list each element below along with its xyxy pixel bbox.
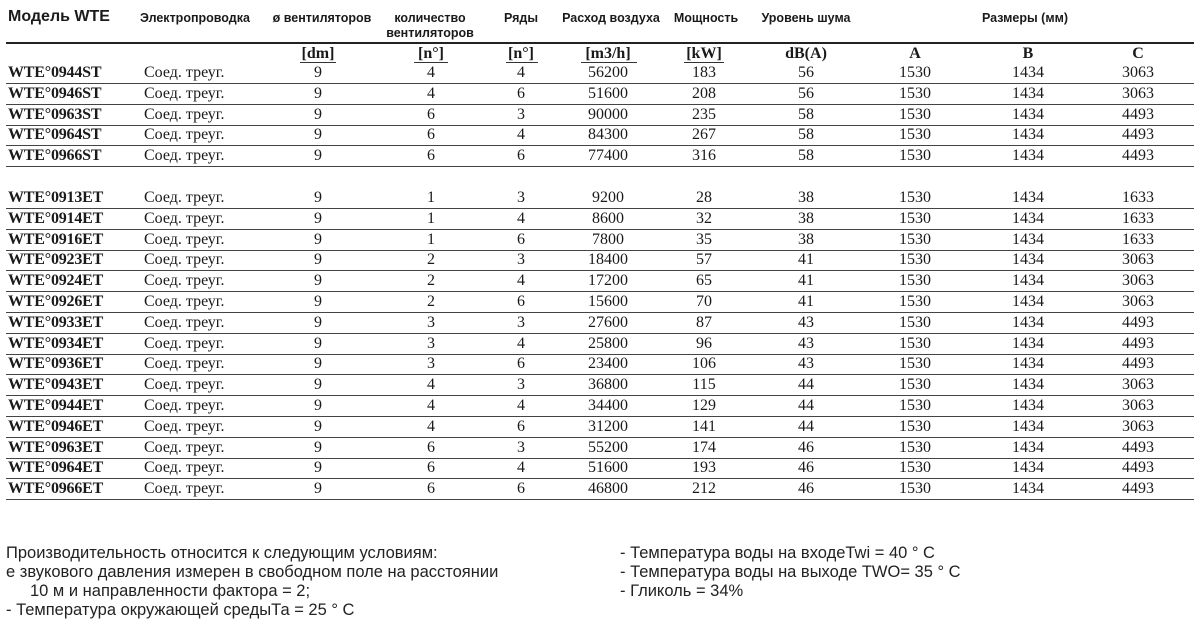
cell-wiring: Соед. треуг. bbox=[144, 126, 225, 144]
cell-fan-diameter: 9 bbox=[314, 105, 322, 123]
cell-dim-c: 3063 bbox=[1122, 293, 1154, 310]
cell-airflow: 18400 bbox=[588, 251, 628, 269]
cell-dim-b: 1434 bbox=[1012, 417, 1044, 435]
cell-model: WTE°0964ST bbox=[8, 126, 102, 144]
cell-power: 32 bbox=[696, 209, 712, 227]
cell-model: WTE°0923ET bbox=[8, 251, 104, 269]
cell-fan-diameter: 9 bbox=[314, 355, 322, 373]
units-row bbox=[0, 44, 1200, 64]
cell-noise: 58 bbox=[798, 105, 814, 123]
cell-dim-a: 1530 bbox=[899, 313, 931, 331]
table-row bbox=[0, 146, 1200, 167]
cell-fan-diameter: 9 bbox=[314, 480, 322, 498]
cell-noise: 43 bbox=[798, 334, 814, 352]
cell-wiring: Соед. треуг. bbox=[144, 438, 225, 456]
cell-fan-diameter: 9 bbox=[314, 147, 322, 165]
note-right-1: - Температура воды на входеTwi = 40 ° С bbox=[620, 544, 935, 562]
cell-dim-b: 1434 bbox=[1012, 64, 1044, 81]
cell-model: WTE°0944ST bbox=[8, 64, 102, 81]
cell-dim-b: 1434 bbox=[1012, 147, 1044, 165]
cell-fan-quantity: 6 bbox=[427, 480, 435, 498]
cell-dim-c: 4493 bbox=[1122, 438, 1154, 456]
header-power: Мощность bbox=[673, 11, 739, 25]
table-row bbox=[0, 84, 1200, 105]
cell-fan-quantity: 4 bbox=[427, 84, 435, 102]
cell-fan-quantity: 1 bbox=[427, 209, 435, 227]
cell-model: WTE°0933ET bbox=[8, 313, 104, 331]
cell-fan-quantity: 6 bbox=[427, 459, 435, 477]
cell-wiring: Соед. треуг. bbox=[144, 209, 225, 227]
cell-dim-c: 3063 bbox=[1122, 397, 1154, 414]
cell-airflow: 36800 bbox=[588, 376, 628, 394]
table-row bbox=[0, 63, 1200, 84]
cell-model: WTE°0944ET bbox=[8, 397, 104, 414]
cell-dim-a: 1530 bbox=[899, 126, 931, 144]
cell-dim-a: 1530 bbox=[899, 147, 931, 165]
cell-wiring: Соед. треуг. bbox=[144, 64, 225, 81]
unit-airflow: [m3/h] bbox=[585, 45, 631, 62]
cell-fan-diameter: 9 bbox=[314, 189, 322, 206]
cell-airflow: 25800 bbox=[588, 334, 628, 352]
cell-fan-diameter: 9 bbox=[314, 376, 322, 394]
table-row bbox=[0, 292, 1200, 313]
table-row bbox=[0, 271, 1200, 292]
cell-fan-diameter: 9 bbox=[314, 230, 322, 248]
cell-dim-c: 3063 bbox=[1122, 272, 1154, 290]
note-right-2: - Температура воды на выходе TWO= 35 ° С bbox=[620, 563, 961, 581]
cell-airflow: 55200 bbox=[588, 438, 628, 456]
cell-fan-quantity: 3 bbox=[427, 313, 435, 331]
table-row bbox=[0, 458, 1200, 479]
cell-dim-c: 3063 bbox=[1122, 251, 1154, 269]
cell-power: 115 bbox=[692, 376, 716, 394]
cell-airflow: 27600 bbox=[588, 313, 628, 331]
cell-model: WTE°0963ET bbox=[8, 438, 104, 456]
cell-noise: 58 bbox=[798, 147, 814, 165]
cell-noise: 41 bbox=[798, 293, 814, 310]
cell-dim-b: 1434 bbox=[1012, 480, 1044, 498]
cell-power: 208 bbox=[692, 84, 716, 102]
cell-model: WTE°0964ET bbox=[8, 459, 104, 477]
cell-dim-c: 3063 bbox=[1122, 84, 1154, 102]
table-row bbox=[0, 334, 1200, 355]
cell-noise: 58 bbox=[798, 126, 814, 144]
cell-power: 87 bbox=[696, 313, 712, 331]
cell-power: 235 bbox=[692, 105, 716, 123]
unit-fan-quantity: [n°] bbox=[418, 45, 444, 62]
cell-fan-quantity: 3 bbox=[427, 355, 435, 373]
cell-rows: 3 bbox=[517, 438, 525, 456]
cell-power: 174 bbox=[692, 438, 716, 456]
unit-power: [kW] bbox=[686, 45, 722, 62]
cell-rows: 6 bbox=[517, 355, 525, 373]
cell-dim-a: 1530 bbox=[899, 189, 931, 206]
cell-fan-diameter: 9 bbox=[314, 417, 322, 435]
cell-model: WTE°0966ET bbox=[8, 480, 104, 498]
cell-noise: 44 bbox=[798, 397, 814, 414]
cell-noise: 38 bbox=[798, 230, 814, 248]
cell-wiring: Соед. треуг. bbox=[144, 293, 225, 310]
cell-power: 57 bbox=[696, 251, 712, 269]
table-row bbox=[0, 479, 1200, 500]
cell-power: 70 bbox=[696, 293, 712, 310]
note-left-4: - Температура окружающей средыТа = 25 ° С bbox=[6, 601, 355, 619]
cell-wiring: Соед. треуг. bbox=[144, 189, 225, 206]
cell-fan-quantity: 6 bbox=[427, 147, 435, 165]
cell-fan-quantity: 4 bbox=[427, 64, 435, 81]
cell-dim-c: 4493 bbox=[1122, 105, 1154, 123]
cell-dim-a: 1530 bbox=[899, 355, 931, 373]
cell-rows: 4 bbox=[517, 126, 525, 144]
note-left-1: Производительность относится к следующим условиям: bbox=[6, 544, 438, 562]
row-rule bbox=[6, 166, 1194, 167]
table-row bbox=[0, 209, 1200, 230]
cell-dim-b: 1434 bbox=[1012, 272, 1044, 290]
cell-wiring: Соед. треуг. bbox=[144, 397, 225, 414]
cell-dim-a: 1530 bbox=[899, 417, 931, 435]
cell-wiring: Соед. треуг. bbox=[144, 480, 225, 498]
cell-dim-a: 1530 bbox=[899, 272, 931, 290]
cell-fan-quantity: 2 bbox=[427, 293, 435, 310]
cell-airflow: 90000 bbox=[588, 105, 628, 123]
table-header bbox=[0, 0, 1200, 42]
cell-dim-c: 4493 bbox=[1122, 480, 1154, 498]
cell-model: WTE°0946ET bbox=[8, 417, 104, 435]
cell-dim-a: 1530 bbox=[899, 438, 931, 456]
cell-dim-c: 1633 bbox=[1122, 209, 1154, 227]
cell-fan-diameter: 9 bbox=[314, 126, 322, 144]
cell-wiring: Соед. треуг. bbox=[144, 417, 225, 435]
cell-rows: 6 bbox=[517, 147, 525, 165]
cell-wiring: Соед. треуг. bbox=[144, 272, 225, 290]
cell-noise: 46 bbox=[798, 438, 814, 456]
cell-dim-c: 4493 bbox=[1122, 459, 1154, 477]
unit-dim-b: B bbox=[1022, 45, 1034, 62]
cell-rows: 4 bbox=[517, 272, 525, 290]
cell-airflow: 51600 bbox=[588, 459, 628, 477]
cell-noise: 41 bbox=[798, 272, 814, 290]
cell-rows: 6 bbox=[517, 417, 525, 435]
cell-dim-c: 4493 bbox=[1122, 126, 1154, 144]
cell-fan-quantity: 1 bbox=[427, 230, 435, 248]
cell-power: 65 bbox=[696, 272, 712, 290]
cell-dim-a: 1530 bbox=[899, 293, 931, 310]
cell-dim-b: 1434 bbox=[1012, 84, 1044, 102]
cell-dim-c: 1633 bbox=[1122, 230, 1154, 248]
cell-dim-b: 1434 bbox=[1012, 293, 1044, 310]
cell-power: 316 bbox=[692, 147, 716, 165]
cell-dim-a: 1530 bbox=[899, 397, 931, 414]
cell-rows: 3 bbox=[517, 376, 525, 394]
cell-dim-b: 1434 bbox=[1012, 230, 1044, 248]
cell-noise: 38 bbox=[798, 189, 814, 206]
cell-airflow: 77400 bbox=[588, 147, 628, 165]
cell-fan-diameter: 9 bbox=[314, 293, 322, 310]
cell-dim-a: 1530 bbox=[899, 376, 931, 394]
cell-dim-a: 1530 bbox=[899, 480, 931, 498]
cell-wiring: Соед. треуг. bbox=[144, 84, 225, 102]
cell-model: WTE°0926ET bbox=[8, 293, 104, 310]
table-row bbox=[0, 125, 1200, 146]
cell-power: 141 bbox=[692, 417, 716, 435]
note-left-2: е звукового давления измерен в свободном поле на расстоянии bbox=[6, 563, 499, 581]
cell-rows: 4 bbox=[517, 334, 525, 352]
cell-wiring: Соед. треуг. bbox=[144, 334, 225, 352]
cell-dim-b: 1434 bbox=[1012, 355, 1044, 373]
cell-fan-quantity: 6 bbox=[427, 438, 435, 456]
cell-power: 183 bbox=[692, 64, 716, 81]
cell-rows: 3 bbox=[517, 313, 525, 331]
cell-dim-b: 1434 bbox=[1012, 105, 1044, 123]
cell-noise: 43 bbox=[798, 355, 814, 373]
cell-model: WTE°0914ET bbox=[8, 209, 104, 227]
cell-airflow: 51600 bbox=[588, 84, 628, 102]
conditions-notes bbox=[0, 540, 1200, 637]
cell-model: WTE°0924ET bbox=[8, 272, 104, 290]
cell-wiring: Соед. треуг. bbox=[144, 147, 225, 165]
cell-fan-quantity: 3 bbox=[427, 334, 435, 352]
cell-rows: 6 bbox=[517, 293, 525, 310]
cell-noise: 46 bbox=[798, 459, 814, 477]
cell-noise: 43 bbox=[798, 313, 814, 331]
cell-fan-quantity: 6 bbox=[427, 105, 435, 123]
table-row bbox=[0, 354, 1200, 375]
cell-dim-b: 1434 bbox=[1012, 334, 1044, 352]
cell-rows: 6 bbox=[517, 230, 525, 248]
header-model: Модель WTE bbox=[8, 8, 110, 25]
cell-dim-a: 1530 bbox=[899, 334, 931, 352]
table-row bbox=[0, 105, 1200, 126]
cell-fan-diameter: 9 bbox=[314, 272, 322, 290]
cell-rows: 6 bbox=[517, 84, 525, 102]
header-fan-quantity: количество bbox=[394, 11, 466, 25]
cell-rows: 4 bbox=[517, 64, 525, 81]
cell-airflow: 84300 bbox=[588, 126, 628, 144]
cell-noise: 44 bbox=[798, 376, 814, 394]
cell-fan-quantity: 4 bbox=[427, 397, 435, 414]
cell-model: WTE°0913ET bbox=[8, 189, 104, 206]
cell-wiring: Соед. треуг. bbox=[144, 105, 225, 123]
cell-power: 35 bbox=[696, 230, 712, 248]
cell-airflow: 9200 bbox=[592, 189, 624, 206]
cell-airflow: 34400 bbox=[588, 397, 628, 414]
cell-dim-b: 1434 bbox=[1012, 209, 1044, 227]
note-right-3: - Гликоль = 34% bbox=[620, 582, 744, 600]
cell-fan-diameter: 9 bbox=[314, 438, 322, 456]
table-row bbox=[0, 438, 1200, 459]
cell-power: 96 bbox=[696, 334, 712, 352]
cell-dim-c: 4493 bbox=[1122, 313, 1154, 331]
cell-model: WTE°0934ET bbox=[8, 334, 104, 352]
cell-model: WTE°0946ST bbox=[8, 84, 102, 102]
cell-fan-diameter: 9 bbox=[314, 64, 322, 81]
cell-rows: 3 bbox=[517, 251, 525, 269]
cell-fan-quantity: 1 bbox=[427, 189, 435, 206]
table-row bbox=[0, 396, 1200, 417]
cell-dim-b: 1434 bbox=[1012, 459, 1044, 477]
unit-dim-a: A bbox=[909, 45, 921, 62]
header-airflow: Расход воздуха bbox=[562, 11, 660, 25]
note-left-3: 10 м и направленности фактора = 2; bbox=[30, 582, 311, 600]
cell-power: 106 bbox=[692, 355, 716, 373]
header-fan-diameter: ø вентиляторов bbox=[272, 11, 372, 25]
unit-dim-c: C bbox=[1132, 45, 1144, 62]
cell-dim-c: 3063 bbox=[1122, 64, 1154, 81]
cell-dim-c: 4493 bbox=[1122, 355, 1154, 373]
cell-fan-quantity: 4 bbox=[427, 417, 435, 435]
cell-fan-diameter: 9 bbox=[314, 209, 322, 227]
cell-model: WTE°0936ET bbox=[8, 355, 104, 373]
cell-model: WTE°0966ST bbox=[8, 147, 102, 165]
cell-dim-a: 1530 bbox=[899, 459, 931, 477]
cell-noise: 56 bbox=[798, 84, 814, 102]
cell-dim-b: 1434 bbox=[1012, 438, 1044, 456]
cell-fan-quantity: 2 bbox=[427, 272, 435, 290]
header-fan-quantity-line2: вентиляторов bbox=[386, 26, 474, 40]
cell-dim-a: 1530 bbox=[899, 84, 931, 102]
cell-power: 193 bbox=[692, 459, 716, 477]
cell-dim-b: 1434 bbox=[1012, 313, 1044, 331]
cell-dim-b: 1434 bbox=[1012, 126, 1044, 144]
cell-dim-a: 1530 bbox=[899, 105, 931, 123]
cell-rows: 3 bbox=[517, 189, 525, 206]
cell-wiring: Соед. треуг. bbox=[144, 376, 225, 394]
cell-dim-b: 1434 bbox=[1012, 189, 1044, 206]
cell-fan-diameter: 9 bbox=[314, 313, 322, 331]
cell-power: 267 bbox=[692, 126, 716, 144]
cell-airflow: 8600 bbox=[592, 209, 624, 227]
cell-dim-c: 3063 bbox=[1122, 376, 1154, 394]
table-row bbox=[0, 188, 1200, 209]
cell-dim-c: 4493 bbox=[1122, 147, 1154, 165]
cell-dim-a: 1530 bbox=[899, 209, 931, 227]
cell-fan-quantity: 4 bbox=[427, 376, 435, 394]
cell-dim-b: 1434 bbox=[1012, 251, 1044, 269]
cell-fan-diameter: 9 bbox=[314, 84, 322, 102]
cell-power: 129 bbox=[692, 397, 716, 414]
cell-dim-b: 1434 bbox=[1012, 376, 1044, 394]
cell-rows: 3 bbox=[517, 105, 525, 123]
cell-dim-a: 1530 bbox=[899, 230, 931, 248]
cell-dim-b: 1434 bbox=[1012, 397, 1044, 414]
unit-noise: dB(A) bbox=[785, 45, 827, 62]
cell-noise: 56 bbox=[798, 64, 814, 81]
cell-dim-c: 4493 bbox=[1122, 334, 1154, 352]
cell-model: WTE°0943ET bbox=[8, 376, 104, 394]
cell-wiring: Соед. треуг. bbox=[144, 355, 225, 373]
unit-fan-diameter: [dm] bbox=[301, 45, 335, 62]
row-rule bbox=[6, 499, 1194, 500]
cell-fan-diameter: 9 bbox=[314, 334, 322, 352]
table-row bbox=[0, 417, 1200, 438]
cell-fan-diameter: 9 bbox=[314, 251, 322, 269]
cell-rows: 6 bbox=[517, 480, 525, 498]
cell-noise: 44 bbox=[798, 417, 814, 435]
cell-wiring: Соед. треуг. bbox=[144, 251, 225, 269]
cell-noise: 38 bbox=[798, 209, 814, 227]
cell-model: WTE°0916ET bbox=[8, 230, 104, 248]
cell-airflow: 15600 bbox=[588, 293, 628, 310]
cell-rows: 4 bbox=[517, 397, 525, 414]
table-row bbox=[0, 250, 1200, 271]
cell-dim-a: 1530 bbox=[899, 251, 931, 269]
cell-noise: 46 bbox=[798, 480, 814, 498]
cell-fan-diameter: 9 bbox=[314, 459, 322, 477]
cell-fan-quantity: 2 bbox=[427, 251, 435, 269]
cell-power: 212 bbox=[692, 480, 716, 498]
cell-dim-a: 1530 bbox=[899, 64, 931, 81]
table-row bbox=[0, 313, 1200, 334]
cell-airflow: 56200 bbox=[588, 64, 628, 81]
cell-wiring: Соед. треуг. bbox=[144, 313, 225, 331]
header-rows: Ряды bbox=[503, 11, 539, 25]
header-noise: Уровень шума bbox=[761, 11, 851, 25]
cell-rows: 4 bbox=[517, 459, 525, 477]
unit-rows: [n°] bbox=[508, 45, 534, 62]
cell-fan-diameter: 9 bbox=[314, 397, 322, 414]
cell-fan-quantity: 6 bbox=[427, 126, 435, 144]
cell-dim-c: 1633 bbox=[1122, 189, 1154, 206]
header-wiring: Электропроводка bbox=[140, 11, 250, 25]
cell-wiring: Соед. треуг. bbox=[144, 459, 225, 477]
cell-airflow: 17200 bbox=[588, 272, 628, 290]
cell-wiring: Соед. треуг. bbox=[144, 230, 225, 248]
cell-power: 28 bbox=[696, 189, 712, 206]
cell-model: WTE°0963ST bbox=[8, 105, 102, 123]
table-row bbox=[0, 230, 1200, 251]
cell-airflow: 46800 bbox=[588, 480, 628, 498]
cell-airflow: 7800 bbox=[592, 230, 624, 248]
cell-noise: 41 bbox=[798, 251, 814, 269]
header-dimensions: Размеры (мм) bbox=[982, 11, 1068, 25]
cell-dim-c: 3063 bbox=[1122, 417, 1154, 435]
cell-airflow: 23400 bbox=[588, 355, 628, 373]
cell-airflow: 31200 bbox=[588, 417, 628, 435]
cell-rows: 4 bbox=[517, 209, 525, 227]
table-row bbox=[0, 375, 1200, 396]
